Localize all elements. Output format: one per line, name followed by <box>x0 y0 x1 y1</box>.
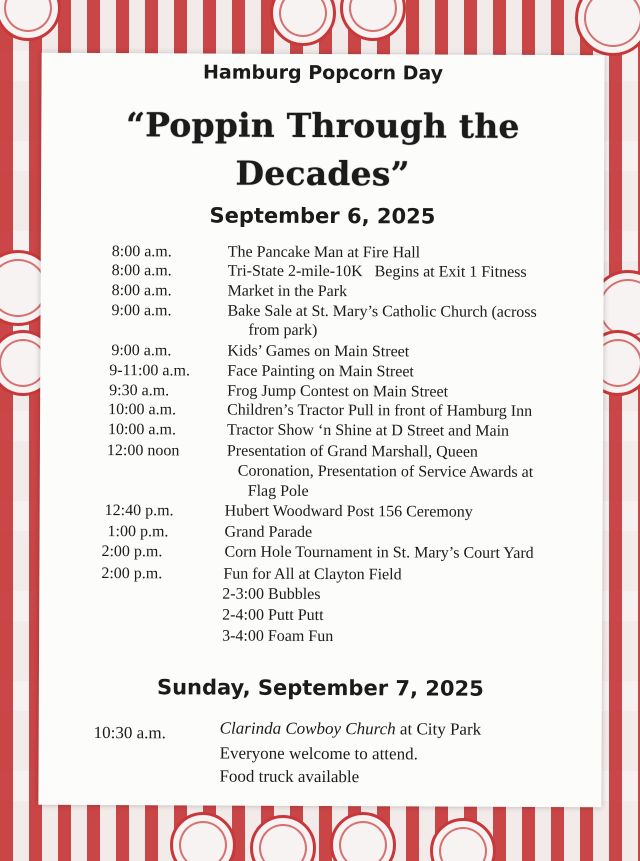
theme-line-2: Decades” <box>235 153 410 194</box>
event-time: 8:00 a.m. <box>111 262 172 280</box>
event-time: 9:00 a.m. <box>111 342 172 360</box>
sub-event: 3-4:00 Foam Fun <box>222 627 334 646</box>
event-description: Fun for All at Clayton Field <box>223 565 402 584</box>
event-theme-title <box>41 101 604 199</box>
day2-date: Sunday, September 7, 2025 <box>156 675 484 701</box>
event-description: The Pancake Man at Fire Hall <box>227 243 421 262</box>
event-description: Children’s Tractor Pull in front of Hamburg Inn <box>227 401 533 420</box>
event-time: 8:00 a.m. <box>111 243 172 261</box>
event-time: 9-11:00 a.m. <box>109 362 191 380</box>
event-time: 2:00 p.m. <box>101 565 163 583</box>
popcorn-kernel-decoration <box>250 815 316 861</box>
event-description: Face Painting on Main Street <box>227 362 414 381</box>
popcorn-kernel-decoration <box>575 0 640 56</box>
popcorn-kernel-decoration <box>170 812 236 861</box>
event-description: Grand Parade <box>224 523 313 541</box>
event-description: Presentation of Grand Marshall, Queen <box>226 442 478 461</box>
schedule-row <box>41 242 604 262</box>
popcorn-kernel-decoration <box>0 0 61 41</box>
event-description-continued: from park) <box>248 321 318 339</box>
event-header: Hamburg Popcorn Day <box>202 61 444 85</box>
event-time: 10:00 a.m. <box>107 421 177 439</box>
event-description: Tractor Show ‘n Shine at D Street and Main <box>226 421 510 440</box>
event-description: Hubert Woodward Post 156 Ceremony <box>224 502 473 521</box>
sunday-note: Food truck available <box>219 766 360 787</box>
day1-date: September 6, 2025 <box>209 203 436 229</box>
schedule-row <box>39 564 602 584</box>
sunday-event <box>220 717 482 741</box>
popcorn-kernel-decoration <box>340 0 406 41</box>
event-time: 10:30 a.m. <box>93 723 166 743</box>
event-name: Clarinda Cowboy Church <box>219 718 396 739</box>
theme-line-1: “Poppin Through the <box>125 105 520 146</box>
event-description: Bake Sale at St. Mary’s Catholic Church (across <box>227 302 537 321</box>
sub-event: 2-4:00 Putt Putt <box>222 606 324 625</box>
event-time: 2:00 p.m. <box>101 543 163 561</box>
popcorn-kernel-decoration <box>430 818 496 861</box>
event-time: 12:00 noon <box>106 442 180 460</box>
event-description: Market in the Park <box>227 282 348 301</box>
event-time: 12:40 p.m. <box>104 502 174 520</box>
event-description-continued: Coronation, Presentation of Service Awards at <box>237 462 534 481</box>
event-description: Frog Jump Contest on Main Street <box>227 382 449 401</box>
event-place: at City Park <box>395 719 482 739</box>
event-description: Kids’ Games on Main Street <box>227 342 410 361</box>
event-description: Corn Hole Tournament in St. Mary’s Court Yard <box>224 543 534 562</box>
event-description-continued: Flag Pole <box>247 482 309 500</box>
sub-event: 2-3:00 Bubbles <box>222 585 321 603</box>
event-flyer <box>38 53 604 807</box>
event-time: 8:00 a.m. <box>111 282 172 300</box>
event-time: 9:30 a.m. <box>109 382 170 400</box>
sunday-note: Everyone welcome to attend. <box>219 743 418 764</box>
popcorn-kernel-decoration <box>270 0 336 46</box>
event-description: Tri-State 2-mile-10K Begins at Exit 1 Fitness <box>227 262 527 281</box>
event-time: 9:00 a.m. <box>111 302 172 320</box>
event-time: 1:00 p.m. <box>107 523 169 541</box>
popcorn-kernel-decoration <box>330 812 396 861</box>
event-time: 10:00 a.m. <box>108 401 177 419</box>
